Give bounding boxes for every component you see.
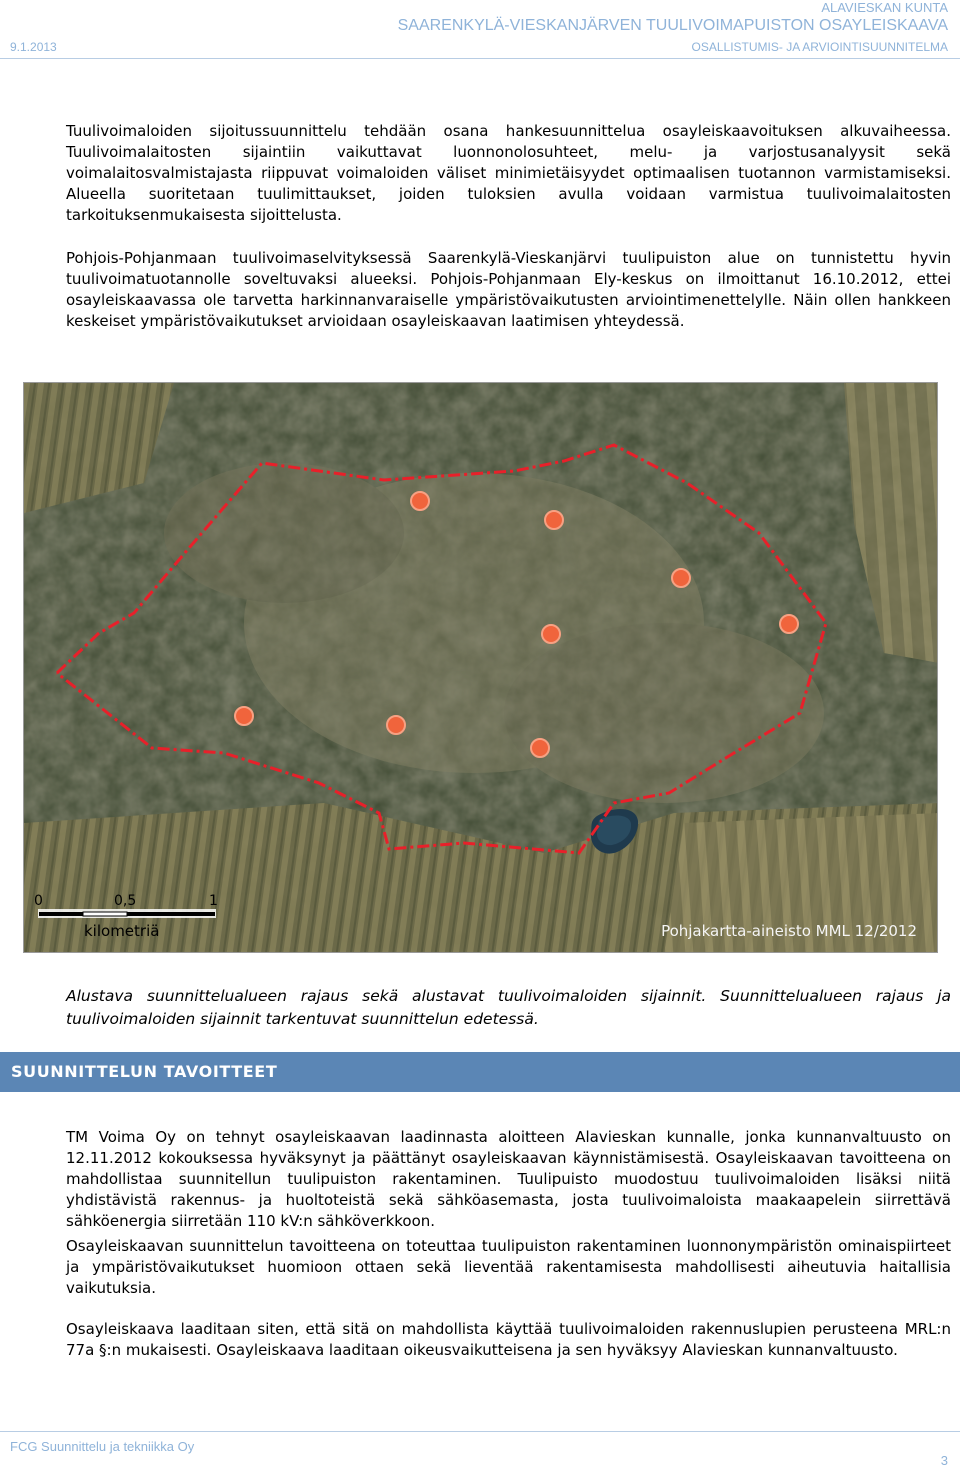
header-title: SAARENKYLÄ-VIESKANJÄRVEN TUULIVOIMAPUISTON OSAYLEISKAAVA <box>397 17 948 34</box>
scale-unit-label: kilometriä <box>84 922 160 940</box>
turbine-marker <box>387 716 405 734</box>
section-paragraph-2: Osayleiskaavan suunnittelun tavoitteena on toteuttaa tuulipuiston rakentaminen luonnonympäristön ominaispiirteet ja ympäristövaikutukset huomioon ottaen sekä lieventää rakentamisesta mahdollisesti aiheutuvia haitallisia vaikutuksia. <box>66 1237 951 1297</box>
footer-divider <box>0 1431 960 1432</box>
turbine-marker <box>780 615 798 633</box>
scale-bar <box>38 909 216 918</box>
map-copyright: Pohjakartta-aineisto MML 12/2012 <box>661 922 917 940</box>
intro-paragraph-1: Tuulivoimaloiden sijoitussuunnittelu tehdään osana hankesuunnittelua osayleiskaavoituksen alkuvaiheessa. Tuulivoimalaitosten sijaintiin vaikuttavat luonnonolosuhteet, melu- ja varjostusanalyysit sekä voimalaitosvalmistajasta riippuvat voimaloiden väliset minimietäisyydet optimaalisen tuotannon varmistamiseksi. Alueella suoritetaan tuulimittaukset, joiden tuloksien avulla voidaan varmistua tuulivoimalaitosten tarkoituksenmukaisesta sijoittelusta. <box>66 122 951 224</box>
section-paragraph-1: TM Voima Oy on tehnyt osayleiskaavan laadinnasta aloitteen Alavieskan kunnalle, jonka kunnanvaltuusto on 12.11.2012 kokouksessa hyväksynyt ja päättänyt osayleiskaavan käynnistämisestä. Osayleiskaavan tavoitteena on mahdollistaa suunnitellun tuulipuiston rakentaminen. Tuulipuisto muodostuu tuulivoimaloiden lisäksi niitä yhdistävistä rakennus- ja huoltoteistä sekä sähköasemasta, josta tuulivoimaloista maakaapelein siirrettävä sähköenergia siirretään 110 kV:n sähköverkkoon. <box>66 1128 951 1230</box>
intro-paragraph-2: Pohjois-Pohjanmaan tuulivoimaselvityksessä Saarenkylä-Vieskanjärvi tuulipuiston alue on tunnistettu hyvin tuulivoimatuotannolle soveltuvaksi alueeksi. Pohjois-Pohjanmaan Ely-keskus on ilmoittanut 16.10.2012, ettei osayleiskaavassa ole tarvetta harkinnanvaraiselle ympäristövaikutusten arviointimenettelylle. Näin ollen hankkeen keskeiset ympäristövaikutukset arvioidaan osayleiskaavan laatimisen yhteydessä. <box>66 249 951 330</box>
turbine-marker <box>545 511 563 529</box>
header-organization: ALAVIESKAN KUNTA <box>821 0 948 15</box>
scale-label-one: 1 <box>209 893 218 909</box>
scale-label-zero: 0 <box>34 893 43 909</box>
figure-caption: Alustava suunnittelualueen rajaus sekä alustavat tuulivoimaloiden sijainnit. Suunnittelualueen rajaus ja tuulivoimaloiden sijainnit tarkentuvat suunnittelun edetessä. <box>66 987 951 1028</box>
aerial-photo <box>24 383 938 953</box>
aerial-map-figure <box>23 382 938 953</box>
turbine-marker <box>542 625 560 643</box>
turbine-marker <box>235 707 253 725</box>
turbine-marker <box>672 569 690 587</box>
section-title: SUUNNITTELUN TAVOITTEET <box>11 1062 278 1081</box>
section-paragraph-3: Osayleiskaava laaditaan siten, että sitä on mahdollista käyttää tuulivoimaloiden rakennuslupien perusteena MRL:n 77a §:n mukaisesti. Osayleiskaava laaditaan oikeusvaikutteisena ja sen hyväksyy Alavieskan kunnanvaltuusto. <box>66 1320 951 1359</box>
header-divider <box>0 58 960 59</box>
turbine-marker <box>531 739 549 757</box>
section-header-band <box>0 1052 960 1092</box>
turbine-marker <box>411 492 429 510</box>
page-number: 3 <box>940 1453 948 1468</box>
header-date: 9.1.2013 <box>10 40 57 54</box>
scale-label-half: 0,5 <box>114 893 137 909</box>
header-subtitle: OSALLISTUMIS- JA ARVIOINTISUUNNITELMA <box>691 40 948 54</box>
footer-company: FCG Suunnittelu ja tekniikka Oy <box>10 1439 195 1454</box>
